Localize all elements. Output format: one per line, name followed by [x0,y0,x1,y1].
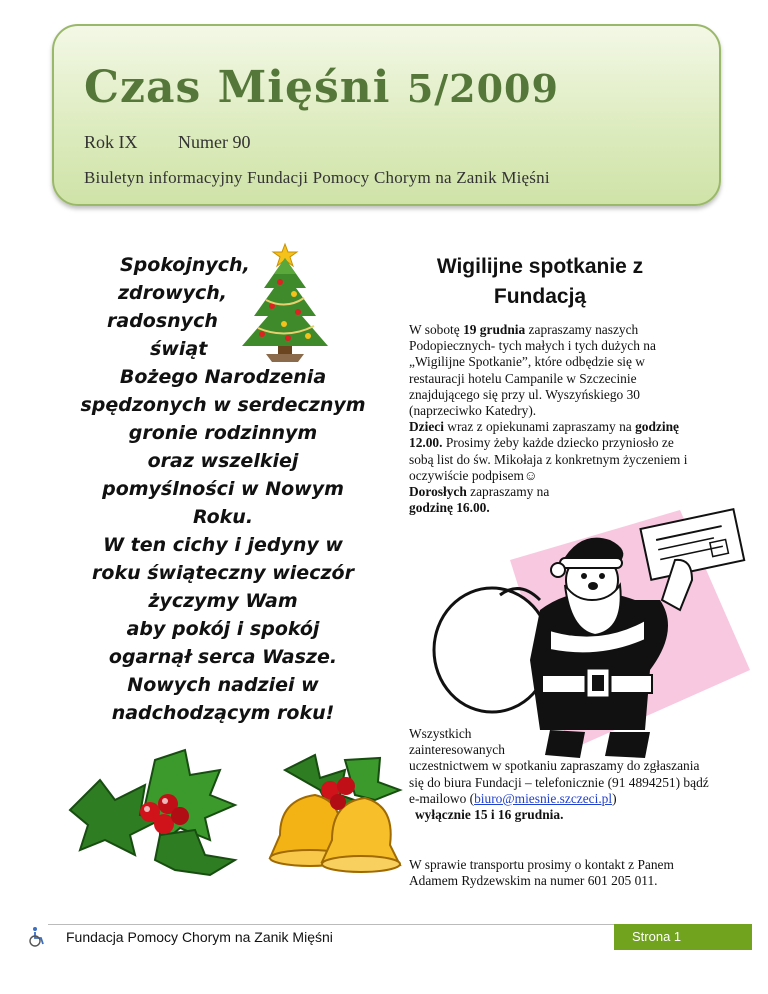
body-text: ) [612,790,617,806]
number-label: Numer 90 [178,132,251,152]
santa-claus-icon [430,500,760,760]
body-text: wraz z opiekunami zapraszamy na [443,419,636,435]
greeting-line: Roku. [192,506,254,528]
issue-number: 5/2009 [406,66,559,111]
title-text: Czas Mięśni [84,62,391,113]
adults-time: godzinę 16.00. [409,500,490,516]
greeting-line: ogarnął serca Wasze. [108,646,338,668]
body-text: uczestnictwem w spotkaniu zapraszamy do zgłaszania się do biura Fundacji – telefonicznie (91 4894251) bądź e-mailowo ( [409,758,709,806]
email-link[interactable]: biuro@miesnie.szczeci.pl [474,790,613,806]
greeting-line: gronie rodzinnym [128,422,318,444]
article-body [409,322,699,516]
adults-label: Dorosłych [409,484,467,500]
greeting-line: zdrowych, [118,282,228,304]
greeting-line: Bożego Narodzenia [119,366,327,388]
transport-paragraph: W sprawie transportu prosimy o kontakt z Panem Adamem Rydzewskim na numer 601 205 011. [409,857,674,889]
bells-holly-icon [260,740,410,890]
registration-dates: wyłącznie 15 i 16 grudnia. [415,807,564,823]
footer-organization: Fundacja Pomocy Chorym na Zanik Mięśni [66,929,333,945]
greeting-line: Nowych nadziei w [127,674,319,696]
article-title [390,252,690,312]
page-footer [26,924,752,950]
body-text: Wszystkich [409,726,472,741]
article-title-line: Wigilijne spotkanie z [436,255,644,278]
body-text: W sobotę [409,322,464,337]
body-text: zapraszamy na [466,484,550,500]
children-label: Dzieci [409,419,444,435]
body-text: zapraszamy naszych Podopiecznych- tych małych i tych dużych na „Wigilijne Spotkanie”, które odbędzie się w restauracji hotelu Campanile w Szczecinie znajdującego się przy ul. Wyszyńskiego 30 (naprzeciwko Katedry). [409,322,656,419]
greeting-line: spędzonych w serdecznym [80,394,366,416]
greeting-line: nadchodzącym roku! [111,702,335,724]
greeting-line: Spokojnych, [120,254,250,276]
year-label: Rok IX [84,132,138,152]
masthead-subtitle: Biuletyn informacyjny Fundacji Pomocy Chorym na Zanik Mięśni [84,168,550,187]
newsletter-title [84,62,559,113]
christmas-tree-icon [236,236,334,362]
registration-paragraph [409,726,709,823]
greeting-line: oraz wszelkiej [147,450,299,472]
page-number: Strona 1 [614,924,752,950]
wheelchair-icon [26,926,48,948]
greeting-line: życzymy Wam [148,590,298,612]
volume-info [84,132,286,153]
holly-decoration-icon [60,740,250,880]
children-time: godzinę 12.00. [409,419,679,451]
body-text: Prosimy żeby każde dziecko przyniosło ze sobą list do św. Mikołaja z konkretnym życzeniem i oczywiście podpisem☺ [409,435,688,483]
greeting-line: roku świąteczny wieczór [92,562,354,584]
body-text: zainteresowanych [409,742,505,758]
greeting-line: pomyślności w Nowym [102,478,344,500]
article-title-line: Fundacją [493,285,587,308]
date-highlight: 19 grudnia [463,322,526,337]
greeting-line: W ten cichy i jedyny w [103,534,343,556]
greeting-line: aby pokój i spokój [126,618,320,640]
greeting-line: radosnych [107,310,218,332]
greeting-line: świąt [150,338,208,360]
